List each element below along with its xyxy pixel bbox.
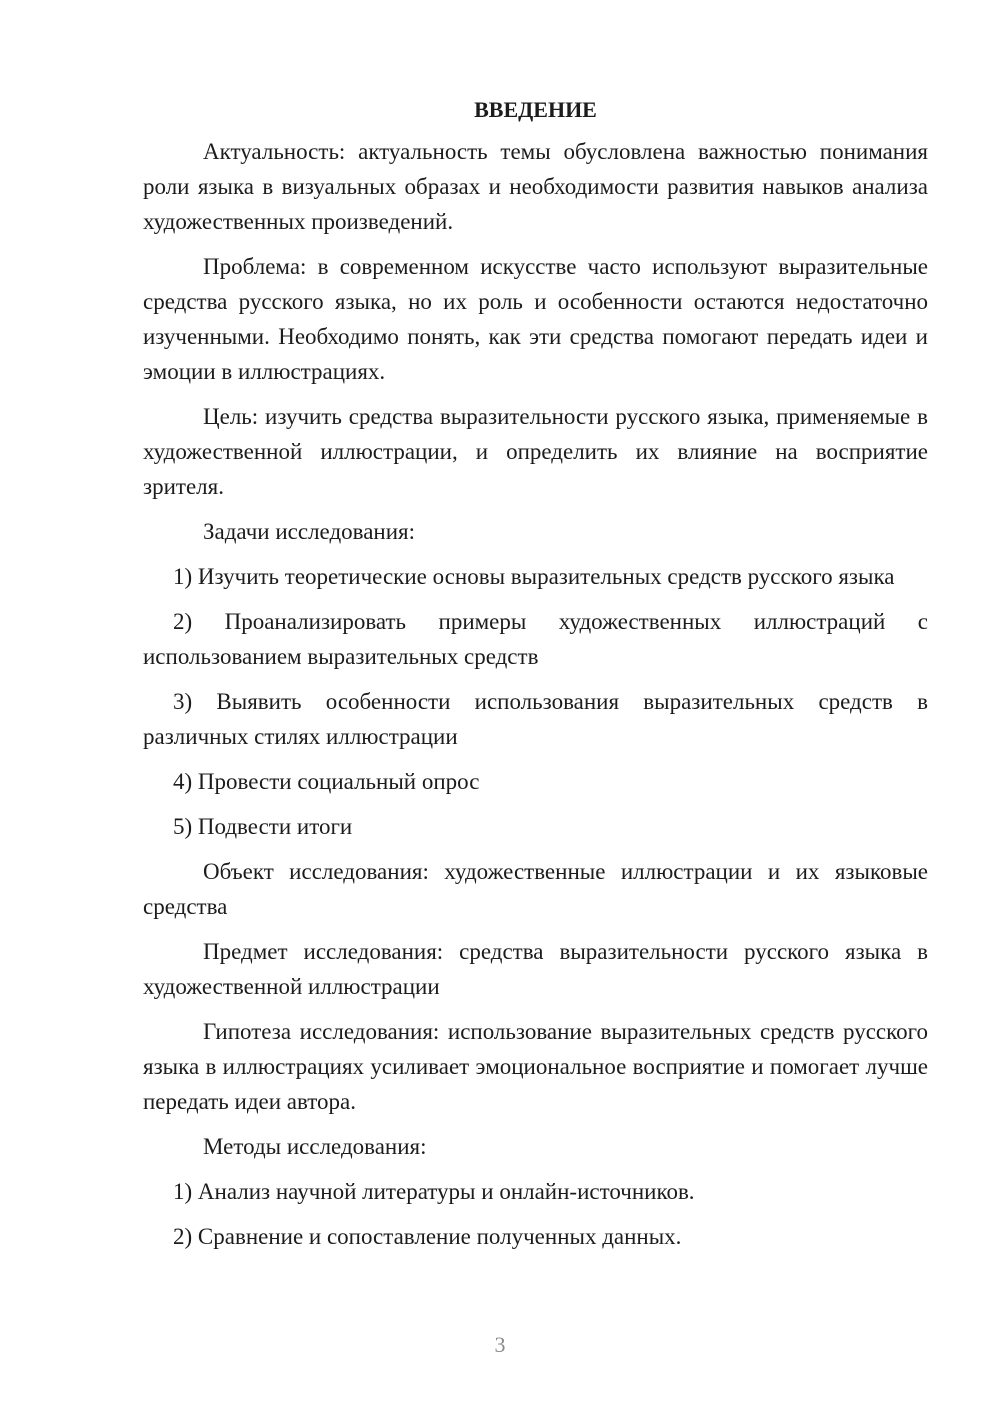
- method-item-2: 2) Сравнение и сопоставление полученных данных.: [173, 1224, 682, 1249]
- tasks-heading: Задачи исследования:: [203, 519, 416, 544]
- object-paragraph: Объект исследования: художественные иллюстрации и их языковые средства: [143, 859, 928, 919]
- subject-paragraph: Предмет исследования: средства выразительности русского языка в художественной иллюстрации: [143, 939, 928, 999]
- task-item-4: 4) Провести социальный опрос: [173, 769, 480, 794]
- hypothesis-paragraph: Гипотеза исследования: использование выразительных средств русского языка в иллюстрациях усиливает эмоциональное восприятие и помогает лучше передать идеи автора.: [143, 1019, 928, 1114]
- method-item-1: 1) Анализ научной литературы и онлайн-источников.: [173, 1179, 695, 1204]
- section-title: ВВЕДЕНИЕ: [474, 97, 597, 122]
- relevance-paragraph: Актуальность: актуальность темы обусловлена важностью понимания роли языка в визуальных образах и необходимости развития навыков анализа художественных произведений.: [143, 139, 928, 234]
- goal-paragraph: Цель: изучить средства выразительности русского языка, применяемые в художественной иллюстрации, и определить их влияние на восприятие зрителя.: [143, 404, 928, 499]
- task-item-5: 5) Подвести итоги: [173, 814, 353, 839]
- task-item-1: 1) Изучить теоретические основы выразительных средств русского языка: [173, 564, 895, 589]
- page-number: 3: [494, 1332, 506, 1357]
- problem-paragraph: Проблема: в современном искусстве часто используют выразительные средства русского языка, но их роль и особенности остаются недостаточно изученными. Необходимо понять, как эти средства помогают передать идеи и эмоции в иллюстрациях.: [143, 254, 928, 384]
- page-content: [143, 92, 928, 1264]
- task-item-3: 3) Выявить особенности использования выразительных средств в различных стилях иллюстрации: [143, 689, 928, 749]
- task-item-2: 2) Проанализировать примеры художественных иллюстраций с использованием выразительных средств: [143, 609, 928, 669]
- methods-heading: Методы исследования:: [203, 1134, 427, 1159]
